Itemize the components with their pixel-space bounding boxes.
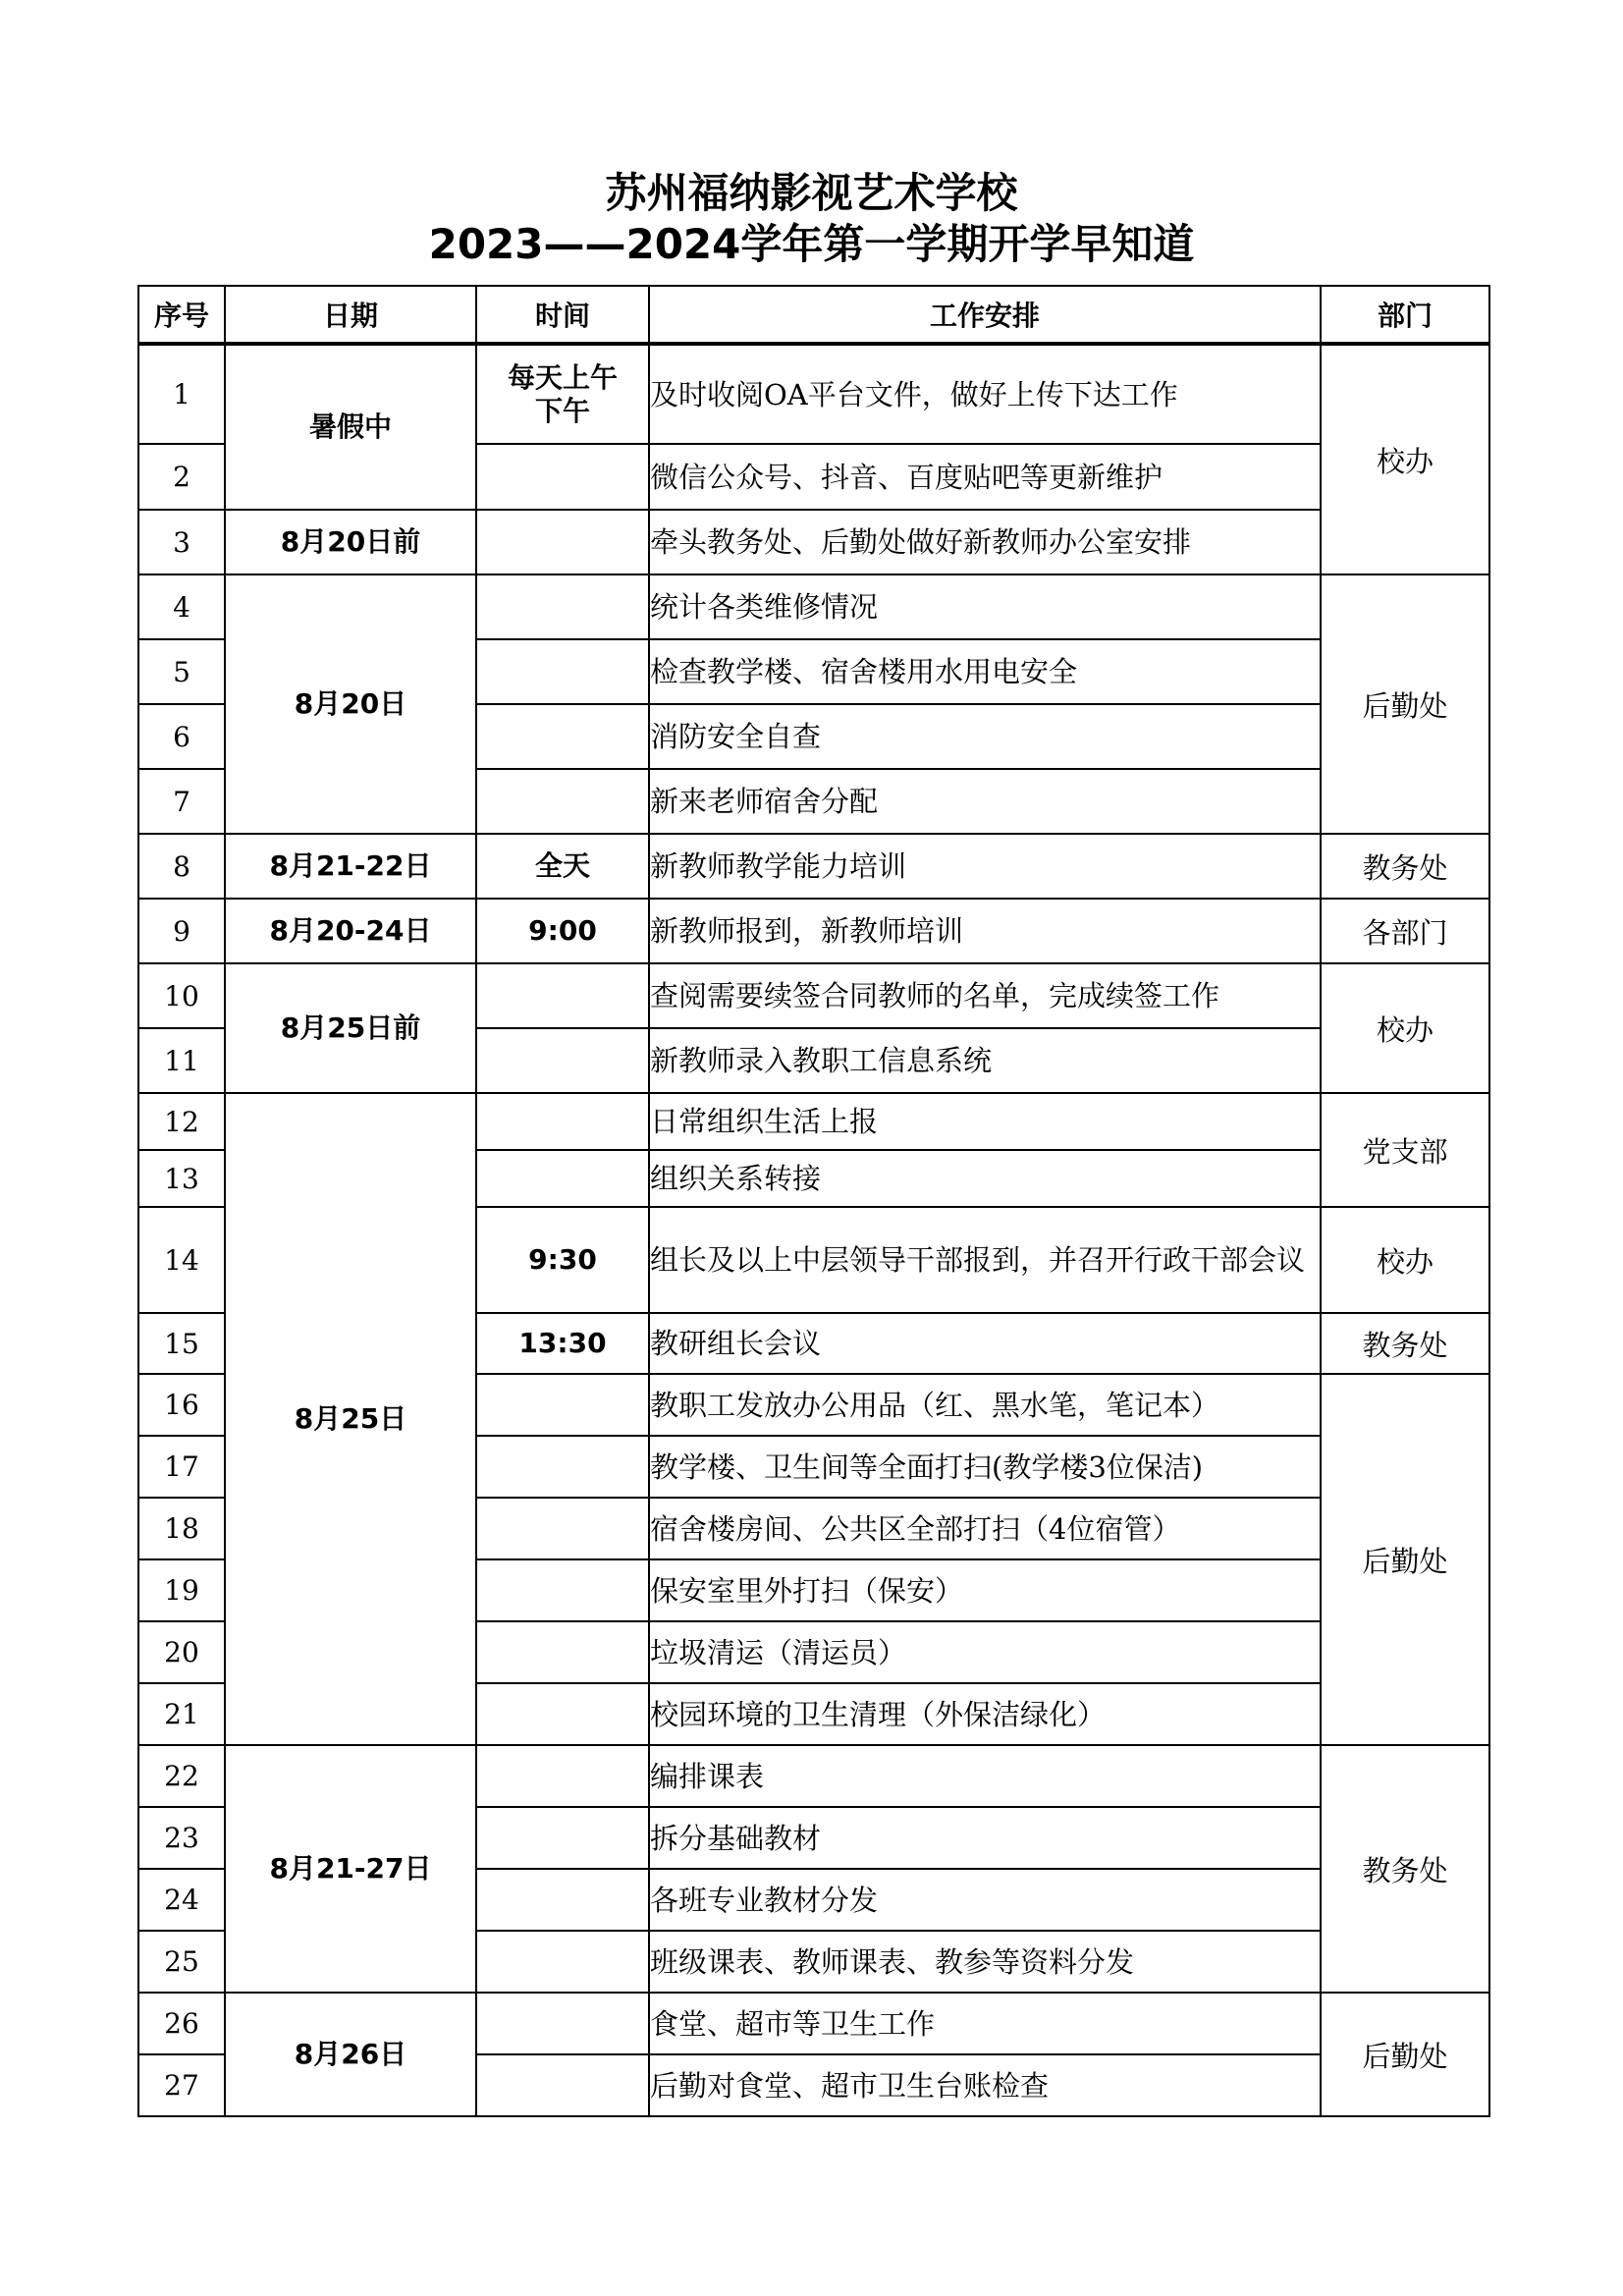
row-time	[476, 769, 649, 834]
row-no: 10	[138, 963, 225, 1028]
row-no: 1	[138, 344, 225, 444]
table-row	[138, 899, 1489, 963]
row-date: 暑假中	[225, 344, 476, 510]
table-row	[138, 574, 1489, 639]
row-time	[476, 574, 649, 639]
row-task: 教职工发放办公用品（红、黑水笔，笔记本）	[649, 1374, 1321, 1436]
table-row	[138, 834, 1489, 899]
header-task: 工作安排	[649, 286, 1321, 344]
row-date: 8月20日	[225, 574, 476, 834]
table-row	[138, 344, 1489, 444]
row-task: 新教师报到，新教师培训	[649, 899, 1321, 963]
row-time	[476, 1869, 649, 1931]
row-date: 8月21-27日	[225, 1745, 476, 1993]
row-task: 教研组长会议	[649, 1313, 1321, 1374]
row-date: 8月25日	[225, 1093, 476, 1745]
row-no: 21	[138, 1683, 225, 1745]
row-no: 3	[138, 510, 225, 574]
row-no: 7	[138, 769, 225, 834]
schedule-table	[137, 285, 1490, 2117]
row-no: 16	[138, 1374, 225, 1436]
row-date: 8月26日	[225, 1993, 476, 2116]
row-time	[476, 1093, 649, 1150]
row-no: 20	[138, 1621, 225, 1683]
row-dept: 教务处	[1321, 1745, 1489, 1993]
header-date: 日期	[225, 286, 476, 344]
row-no: 4	[138, 574, 225, 639]
row-task: 保安室里外打扫（保安）	[649, 1559, 1321, 1621]
row-date: 8月20-24日	[225, 899, 476, 963]
row-task: 消防安全自查	[649, 704, 1321, 769]
row-time	[476, 1498, 649, 1559]
row-no: 25	[138, 1931, 225, 1993]
row-time	[476, 2054, 649, 2116]
table-row	[138, 510, 1489, 574]
row-no: 14	[138, 1207, 225, 1313]
table-row	[138, 1993, 1489, 2054]
row-date: 8月21-22日	[225, 834, 476, 899]
row-time: 每天上午 下午	[476, 344, 649, 444]
page-title: 苏州福纳影视艺术学校	[605, 169, 1018, 217]
row-task: 查阅需要续签合同教师的名单，完成续签工作	[649, 963, 1321, 1028]
row-no: 18	[138, 1498, 225, 1559]
row-task: 统计各类维修情况	[649, 574, 1321, 639]
row-time	[476, 1931, 649, 1993]
row-no: 11	[138, 1028, 225, 1093]
row-task: 教学楼、卫生间等全面打扫(教学楼3位保洁)	[649, 1436, 1321, 1498]
row-time	[476, 1374, 649, 1436]
row-no: 9	[138, 899, 225, 963]
row-no: 12	[138, 1093, 225, 1150]
row-task: 拆分基础教材	[649, 1807, 1321, 1869]
row-no: 22	[138, 1745, 225, 1807]
row-time: 9:00	[476, 899, 649, 963]
row-no: 5	[138, 639, 225, 704]
row-no: 6	[138, 704, 225, 769]
row-task: 后勤对食堂、超市卫生台账检查	[649, 2054, 1321, 2116]
row-time	[476, 639, 649, 704]
table-row	[138, 1745, 1489, 1807]
row-no: 17	[138, 1436, 225, 1498]
row-dept: 教务处	[1321, 1313, 1489, 1374]
row-task: 各班专业教材分发	[649, 1869, 1321, 1931]
row-task: 微信公众号、抖音、百度贴吧等更新维护	[649, 444, 1321, 510]
row-task: 食堂、超市等卫生工作	[649, 1993, 1321, 2054]
row-no: 26	[138, 1993, 225, 2054]
header-no: 序号	[138, 286, 225, 344]
row-date: 8月25日前	[225, 963, 476, 1093]
row-task: 及时收阅OA平台文件，做好上传下达工作	[649, 344, 1321, 444]
row-time	[476, 1028, 649, 1093]
row-task: 日常组织生活上报	[649, 1093, 1321, 1150]
row-no: 23	[138, 1807, 225, 1869]
row-time	[476, 510, 649, 574]
row-no: 27	[138, 2054, 225, 2116]
row-no: 24	[138, 1869, 225, 1931]
row-no: 15	[138, 1313, 225, 1374]
row-time	[476, 1683, 649, 1745]
row-time	[476, 1559, 649, 1621]
row-task: 牵头教务处、后勤处做好新教师办公室安排	[649, 510, 1321, 574]
row-no: 2	[138, 444, 225, 510]
row-time	[476, 1436, 649, 1498]
row-dept: 党支部	[1321, 1093, 1489, 1207]
row-task: 新来老师宿舍分配	[649, 769, 1321, 834]
row-dept: 后勤处	[1321, 1374, 1489, 1745]
row-no: 8	[138, 834, 225, 899]
row-task: 新教师教学能力培训	[649, 834, 1321, 899]
row-task: 垃圾清运（清运员）	[649, 1621, 1321, 1683]
header-time: 时间	[476, 286, 649, 344]
row-time	[476, 444, 649, 510]
row-task: 检查教学楼、宿舍楼用水用电安全	[649, 639, 1321, 704]
row-task: 班级课表、教师课表、教参等资料分发	[649, 1931, 1321, 1993]
row-no: 19	[138, 1559, 225, 1621]
row-time: 13:30	[476, 1313, 649, 1374]
row-task: 校园环境的卫生清理（外保洁绿化）	[649, 1683, 1321, 1745]
row-task: 组长及以上中层领导干部报到，并召开行政干部会议	[649, 1207, 1321, 1313]
row-dept: 校办	[1321, 1207, 1489, 1313]
row-time	[476, 1807, 649, 1869]
row-no: 13	[138, 1150, 225, 1207]
row-time: 9:30	[476, 1207, 649, 1313]
row-dept: 校办	[1321, 344, 1489, 574]
row-task: 组织关系转接	[649, 1150, 1321, 1207]
row-date: 8月20日前	[225, 510, 476, 574]
row-time: 全天	[476, 834, 649, 899]
row-time	[476, 1745, 649, 1807]
row-dept: 各部门	[1321, 899, 1489, 963]
row-task: 编排课表	[649, 1745, 1321, 1807]
row-time	[476, 704, 649, 769]
row-time	[476, 1621, 649, 1683]
row-time	[476, 1150, 649, 1207]
page-subtitle: 2023——2024学年第一学期开学早知道	[428, 220, 1195, 268]
row-dept: 校办	[1321, 963, 1489, 1093]
row-dept: 后勤处	[1321, 1993, 1489, 2116]
row-task: 宿舍楼房间、公共区全部打扫（4位宿管）	[649, 1498, 1321, 1559]
row-time	[476, 963, 649, 1028]
row-dept: 后勤处	[1321, 574, 1489, 834]
table-row	[138, 963, 1489, 1028]
table-header-row	[138, 286, 1489, 344]
table-row	[138, 1093, 1489, 1150]
header-dept: 部门	[1321, 286, 1489, 344]
row-task: 新教师录入教职工信息系统	[649, 1028, 1321, 1093]
row-dept: 教务处	[1321, 834, 1489, 899]
row-time	[476, 1993, 649, 2054]
